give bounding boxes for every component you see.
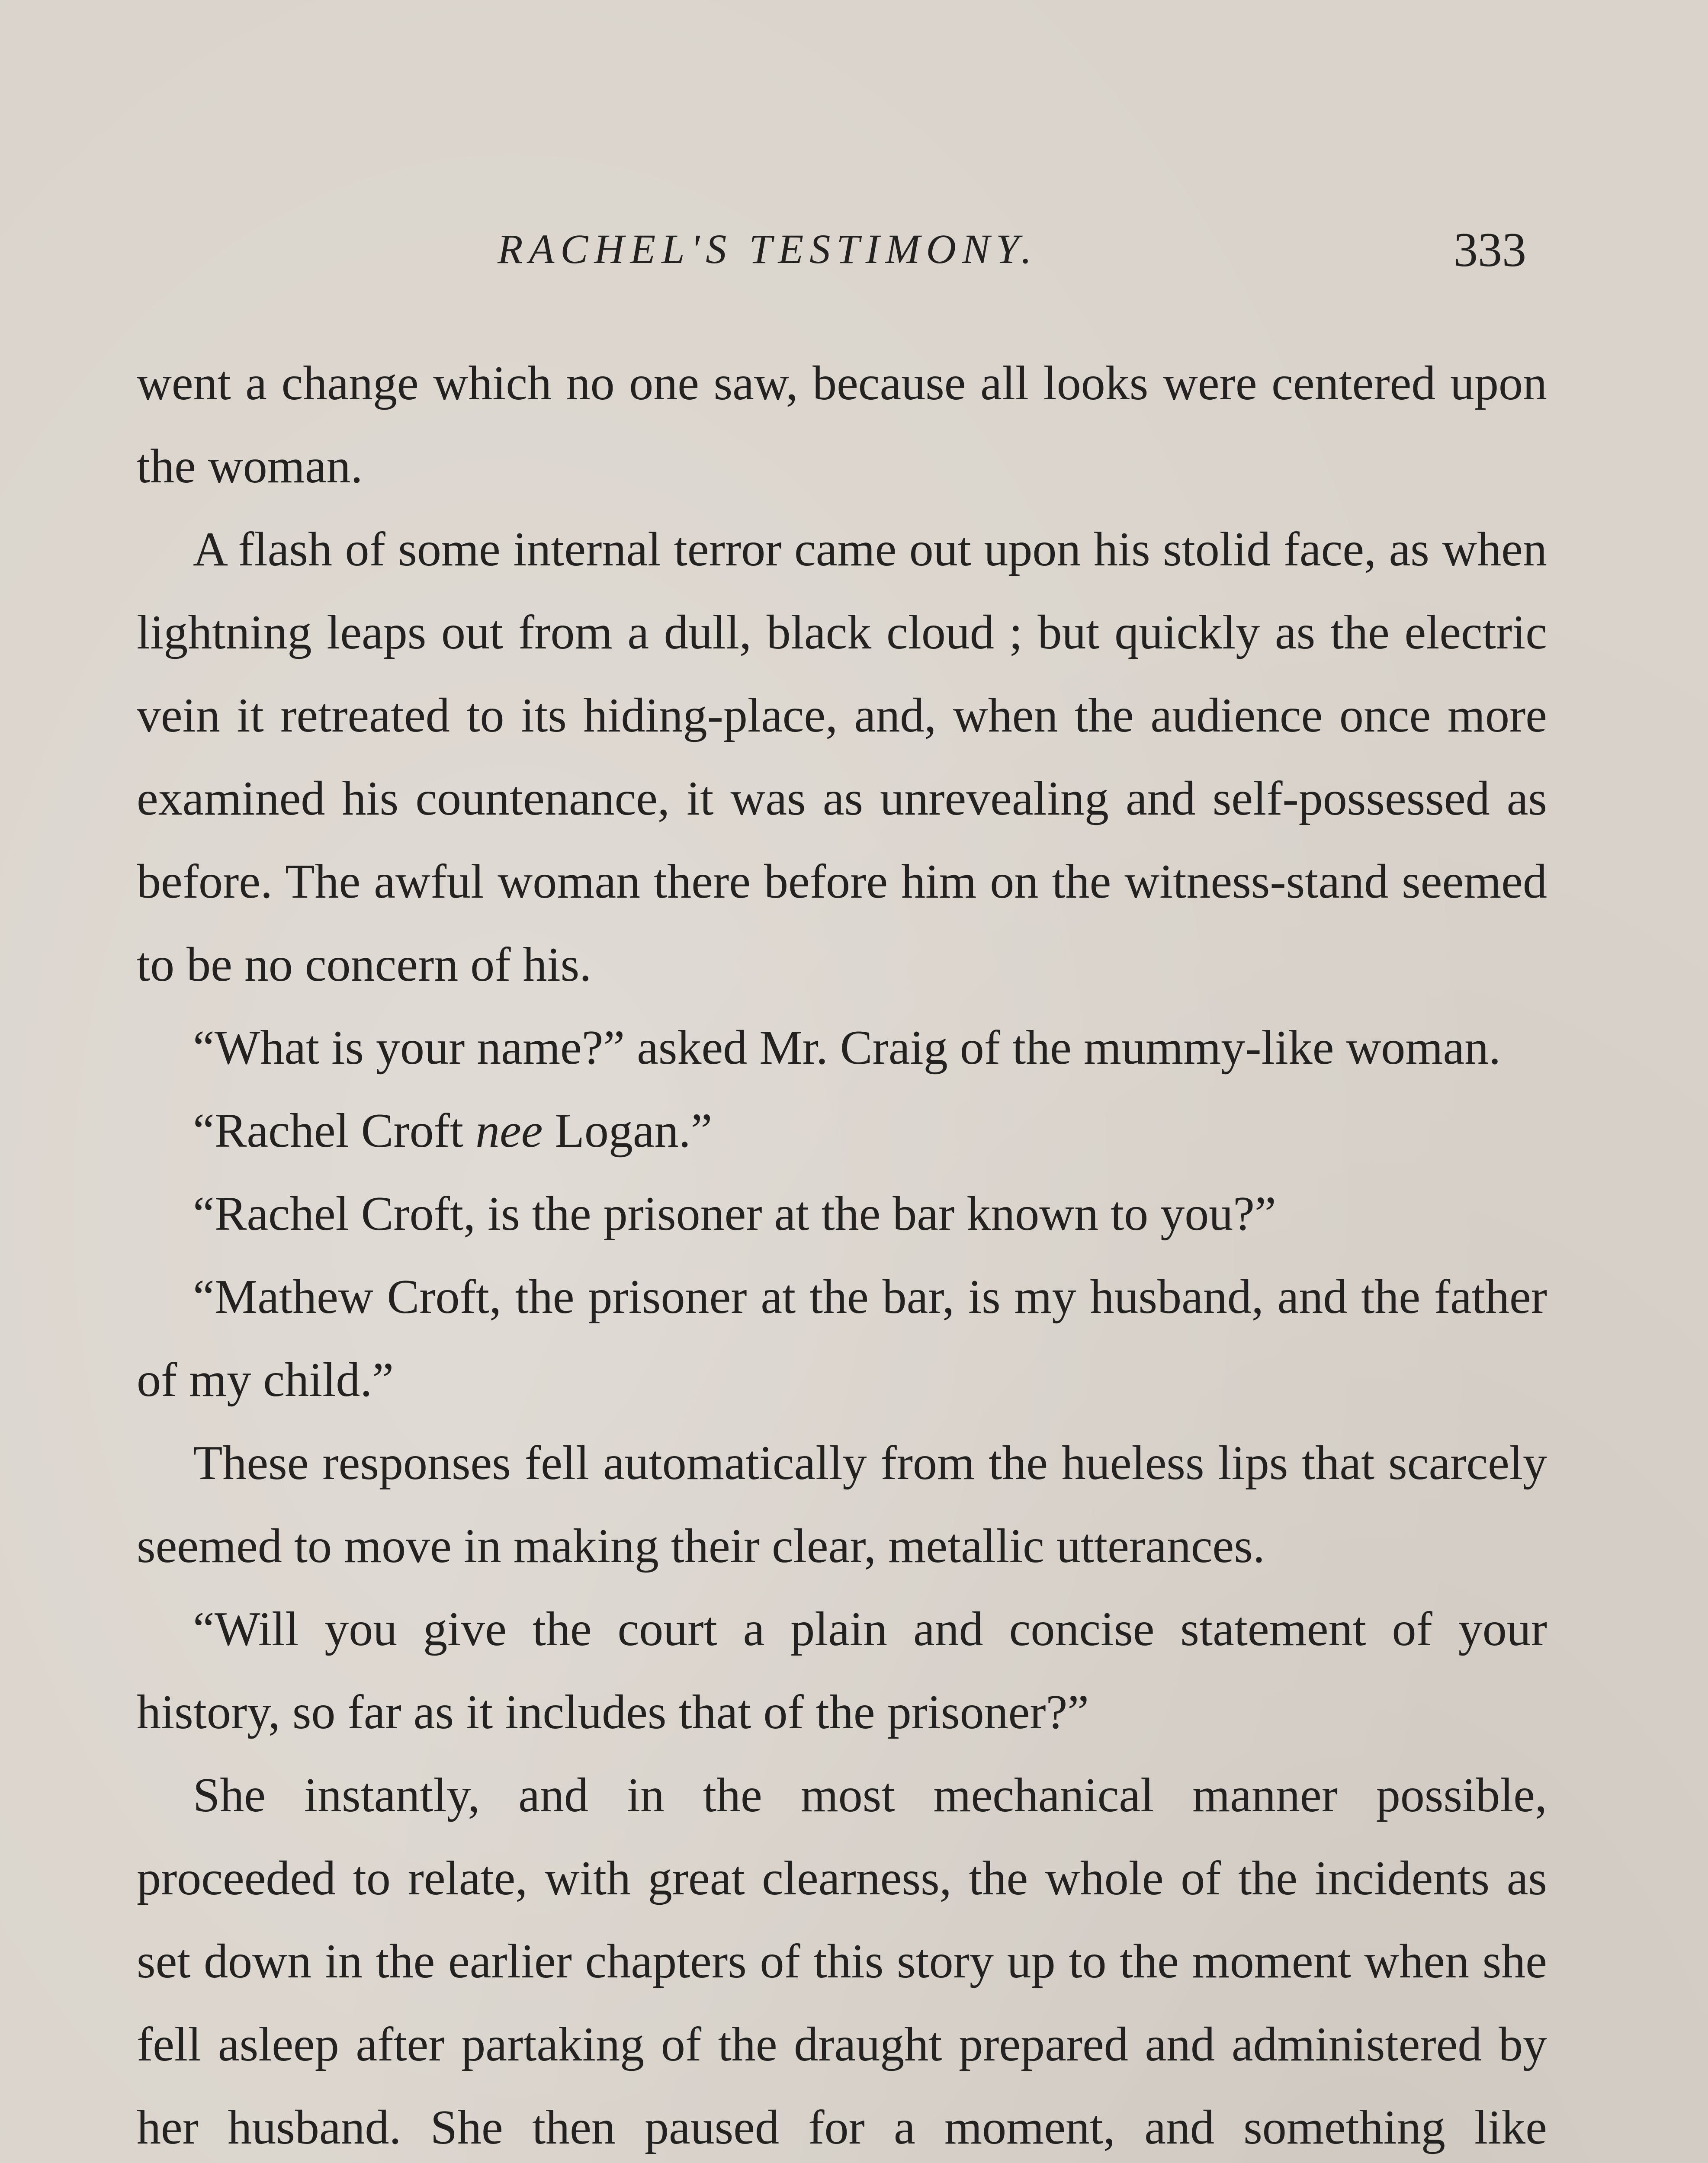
running-head — [0, 225, 1708, 294]
text-run: “Will you give the court a plain and concise statement of your history, so far as it includes that of the prisoner?” — [137, 1602, 1547, 1739]
body-text — [137, 342, 1547, 2163]
text-run: went a change which no one saw, because all looks were centered upon the woman. — [137, 356, 1547, 493]
paragraph — [137, 1422, 1547, 1588]
text-run: “Rachel Croft, is the prisoner at the bar known to you?” — [193, 1187, 1276, 1241]
paragraph — [137, 342, 1547, 508]
paragraph — [137, 1006, 1547, 1089]
paragraph — [137, 1588, 1547, 1754]
text-run: “What is your name?” asked Mr. Craig of the mummy-like woman. — [193, 1021, 1501, 1075]
page-number: 333 — [1454, 223, 1526, 277]
text-run: Logan.” — [543, 1104, 713, 1158]
text-run: A flash of some internal terror came out upon his stolid face, as when lightning leaps out from a dull, black cloud ; but quickly as the electric vein it retreated to its hiding-place, and, when the audience once more examined his countenance, it was as unrevealing and self-possessed as before. The awful woman there before him on the witness-stand seemed to be no concern of his. — [137, 523, 1547, 992]
paragraph — [137, 508, 1547, 1006]
paragraph — [137, 1172, 1547, 1255]
text-run: She instantly, and in the most mechanical manner possible, proceeded to relate, with great clearness, the whole of the incidents as set down in the earlier chapters of this story up to the moment when she fell asleep after partaking of the draught prepared and administered by her husband. She then paused for a moment, and something like — [137, 1768, 1547, 2154]
running-title: RACHEL'S TESTIMONY. — [498, 226, 1038, 272]
paragraph — [137, 1754, 1547, 2163]
italic-word: nee — [475, 1104, 543, 1158]
paragraph — [137, 1089, 1547, 1172]
text-run: “Mathew Croft, the prisoner at the bar, is my husband, and the father of my child.” — [137, 1270, 1547, 1407]
text-run: These responses fell automatically from the hueless lips that scarcely seemed to move in making their clear, metallic utterances. — [137, 1436, 1547, 1573]
paragraph — [137, 1255, 1547, 1422]
text-run: “Rachel Croft — [193, 1104, 476, 1158]
